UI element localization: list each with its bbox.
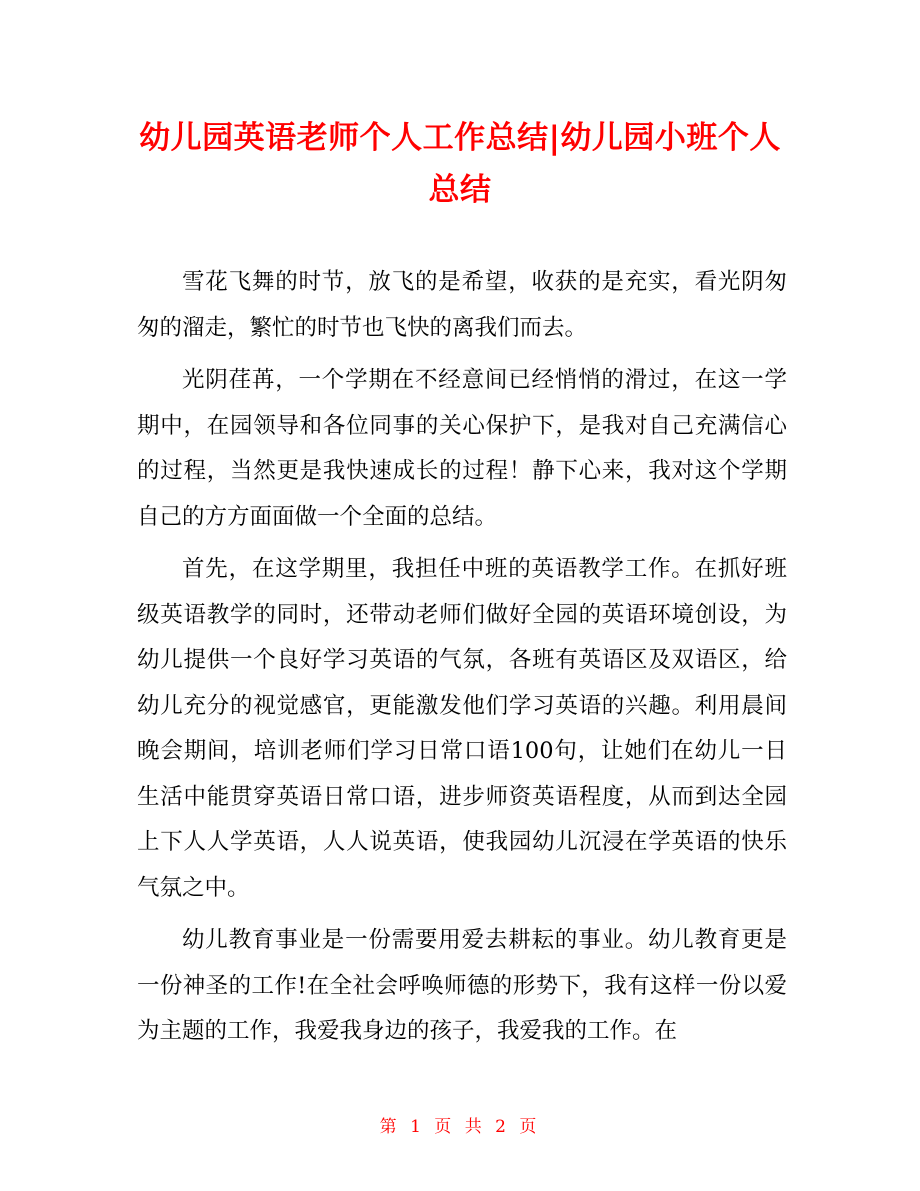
document-body xyxy=(137,260,787,1062)
page-number-footer: 第 1 页 共 2 页 xyxy=(379,1117,541,1137)
paragraph: 幼儿教育事业是一份需要用爱去耕耘的事业。幼儿教育更是一份神圣的工作!在全社会呼唤师德的形势下，我有这样一份以爱为主题的工作，我爱我身边的孩子，我爱我的工作。在 xyxy=(137,927,787,1044)
paragraph: 雪花飞舞的时节，放飞的是希望，收获的是充实，看光阴匆匆的溜走，繁忙的时节也飞快的离我们而去。 xyxy=(137,269,787,341)
paragraph: 光阴荏苒，一个学期在不经意间已经悄悄的滑过，在这一学期中，在园领导和各位同事的关心保护下，是我对自己充满信心的过程，当然更是我快速成长的过程！静下心来，我对这个学期自己的方方面面做一个全面的总结。 xyxy=(137,367,787,530)
document-title: 幼儿园英语老师个人工作总结|幼儿园小班个人总结 xyxy=(139,120,781,208)
paragraph: 首先，在这学期里，我担任中班的英语教学工作。在抓好班级英语教学的同时，还带动老师们做好全园的英语环境创设，为幼儿提供一个良好学习英语的气氛，各班有英语区及双语区，给幼儿充分的视觉感官，更能激发他们学习英语的兴趣。利用晨间晚会期间，培训老师们学习日常口语100句，让她们在幼儿一日生活中能贯穿英语日常口语，进步师资英语程度，从而到达全园上下人人学英语，人人说英语，使我园幼儿沉浸在学英语的快乐气氛之中。 xyxy=(137,556,787,901)
